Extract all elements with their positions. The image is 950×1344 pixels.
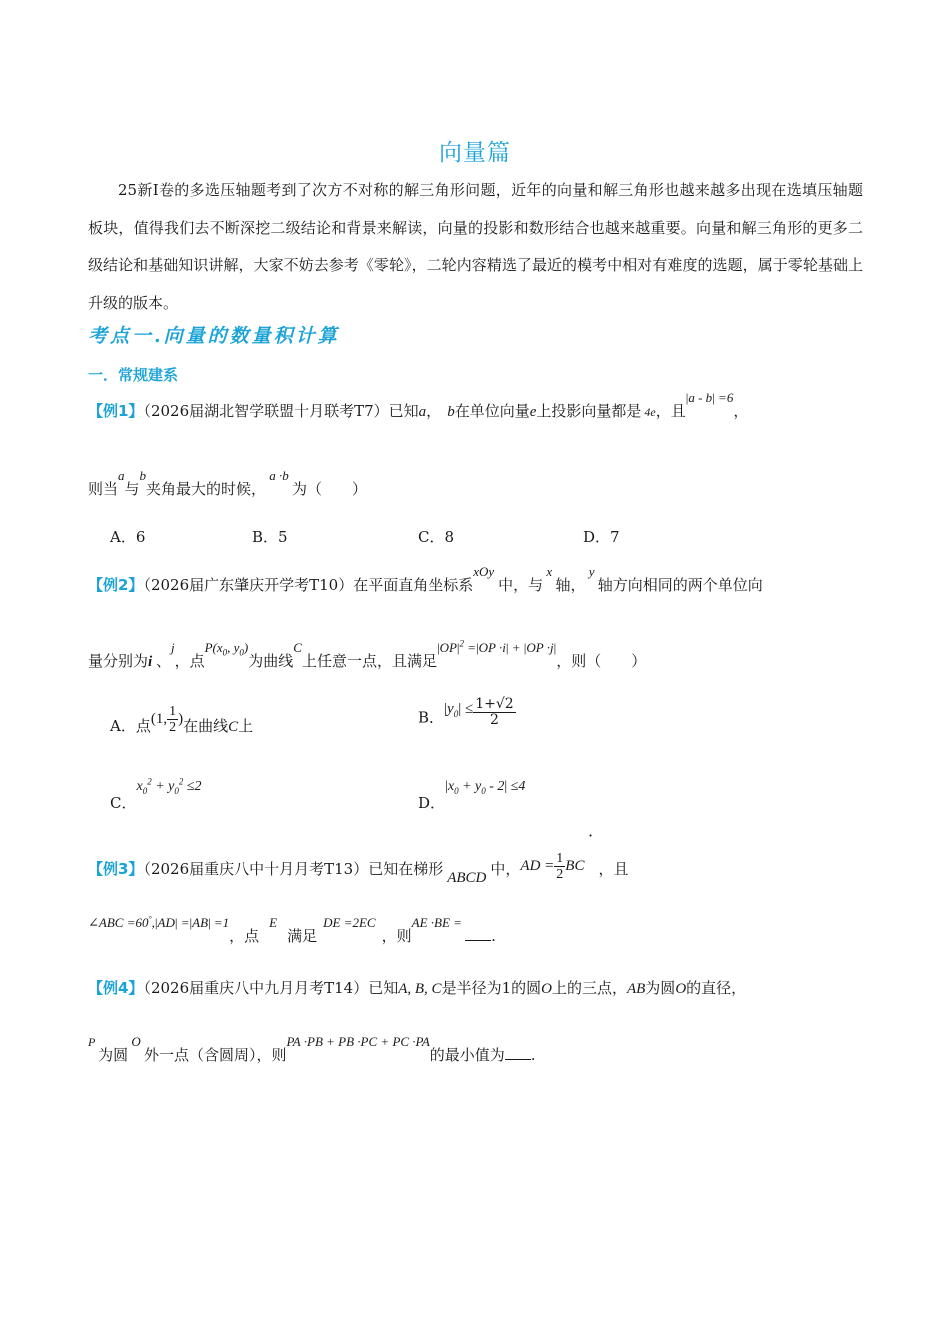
subsection-heading: 一．常规建系: [88, 366, 179, 384]
intro-paragraph: 25新Ⅰ卷的多选压轴题考到了次方不对称的解三角形问题，近年的向量和解三角形也越来越多出现在选填压轴题板块，值得我们去不断深挖二级结论和背景来解读，向量的投影和数形结合也越来越重要。向量和解三角形的更多二级结论和基础知识讲解，大家不妨去参考《零轮》，二轮内容精选了最近的模考中相对有难度的选题，属于零轮基础上升级的版本。: [88, 181, 863, 312]
example-3-line-2: ∠ABC =60°,|AD| =|AB| =1，点E满足DE =2EC，则AE ·BE = .: [88, 914, 496, 945]
section-heading: 考点一.向量的数量积计算: [88, 325, 340, 347]
example-1-option-d: D．7: [583, 528, 620, 546]
example-2-option-a: A．点(1, $\frac{1}{2}$ )在曲线C上: [110, 704, 254, 735]
example-1-option-a: A．6: [110, 528, 146, 546]
example-2-option-c: C．$x_0^2 + y_0^2 \le 2$: [110, 776, 202, 812]
answer-blank-4[interactable]: [505, 1045, 531, 1060]
example-1-tag: 【例1】: [88, 402, 144, 420]
example-4-tag: 【例4】: [88, 979, 144, 997]
example-4-line-1: 【例4】（2026届重庆八中九月月考T14）已知A, B, C是半径为1的圆O上的三点，AB为圆O的直径，: [88, 979, 747, 997]
example-4-line-2: $^P$ 为圆 O 外一点（含圆周），则PA ·PB + PB ·PC + PC ·PA的最小值为 .: [88, 1034, 536, 1064]
example-1-line-2: 则当a与b夹角最大的时候， a ·b 为（ ）: [88, 468, 368, 498]
stray-dot: ·: [588, 826, 594, 845]
example-1-option-c: C．8: [418, 528, 455, 546]
example-2-option-b: B．$|y_0|$ ≤ $\frac{1+√2}{2}$: [418, 696, 514, 728]
example-3-line-1: 【例3】（2026届重庆八中十月月考T13）已知在梯形 ABCD 中，AD = $\frac{1}{2}$ BC ，且: [88, 851, 629, 886]
example-2-line-2: 量分别为i 、j，点$P(x_0$, $y_0$)为曲线C上任意一点，且满足$|OP|^2 =|OP \cdot i| + |OP \cdot j|$，则（ ）: [88, 638, 647, 670]
example-2-line-1: 【例2】（2026届广东肇庆开学考T10）在平面直角坐标系xOy中，与 x 轴， y 轴方向相同的两个单位向: [88, 564, 763, 594]
answer-blank-3[interactable]: [465, 926, 491, 941]
example-3-tag: 【例3】: [88, 859, 144, 878]
example-2-tag: 【例2】: [88, 576, 144, 594]
example-1-option-b: B．5: [252, 528, 288, 546]
page-title: 向量篇: [439, 140, 511, 166]
example-2-option-d: D．$|x_0 + y_0 - 2| \le 4$: [418, 779, 526, 812]
example-1-line-1: 【例1】（2026届湖北智学联盟十月联考T7）已知a， b在单位向量e上投影向量都是 4e，且|a - b| =6，: [88, 390, 749, 420]
